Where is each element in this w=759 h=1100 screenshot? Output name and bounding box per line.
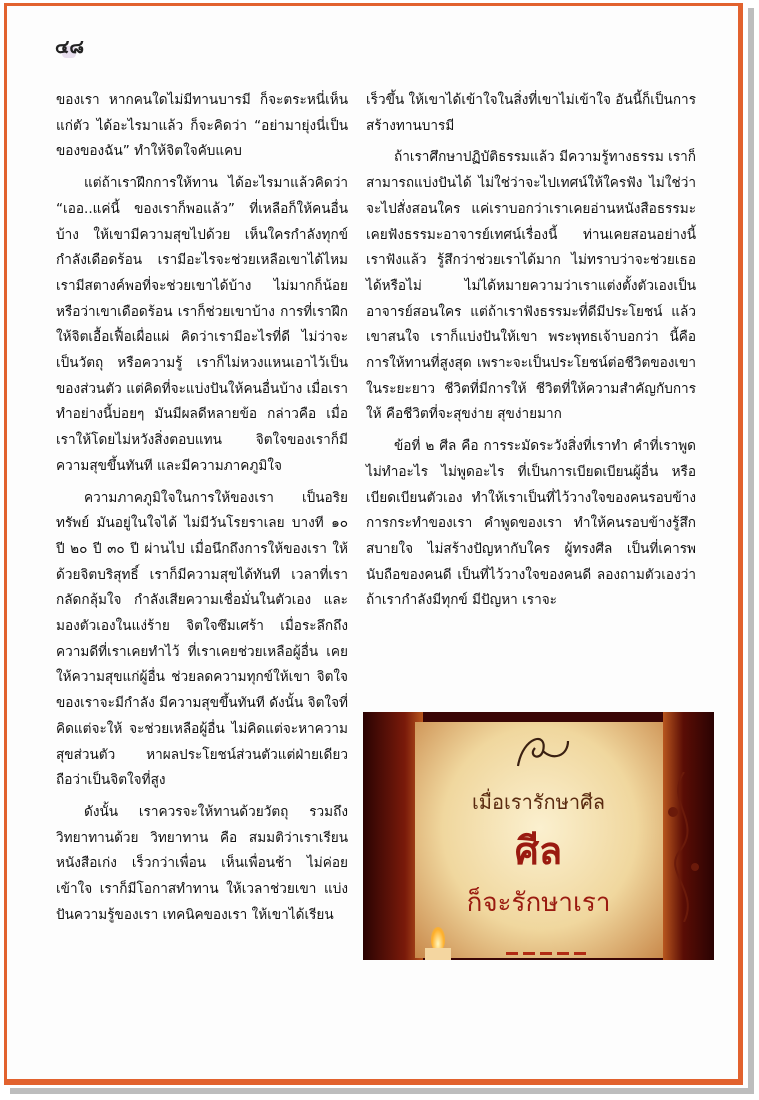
dash bbox=[523, 952, 535, 955]
paragraph: ถ้าเราศึกษาปฏิบัติธรรมแล้ว มีความรู้ทางธรรม เราก็สามารถแบ่งปันได้ ไม่ใช่ว่าจะไปเทศน์ให้ใครฟัง ไม่ใช่ว่าจะไปสั่งสอนใคร แค่เราบอกว่าเราเคยอ่านหนังสือธรรมะ เคยฟังธรรมะอาจารย์เทศน์เรื่องนี้ ท่านเคยสอนอย่างนี้ เราฟังแล้ว รู้สึกว่าช่วยเราได้มาก ไม่ทราบว่าจะช่วยเธอได้หรือไม่ ไม่ได้หมายความว่าเราแต่งตั้งตัวเองเป็นอาจารย์สอนใคร แต่ถ้าเราฟังธรรมะที่ดีมีประโยชน์ แล้วเขาสนใจ เราก็แบ่งปันให้เขา พระพุทธเจ้าบอกว่า นี้คือการให้ทานที่สูงสุด เพราะจะเป็นประโยชน์ต่อชีวิตของเขาในระยะยาว ชีวิตที่มีการให้ ชีวิตที่ให้ความสำคัญกับการให้ คือชีวิตที่จะสุขง่าย สุขง่ายมาก bbox=[366, 149, 696, 423]
paragraph: เร็วขึ้น ให้เขาได้เข้าใจในสิ่งที่เขาไม่เข้าใจ อันนี้ก็เป็นการสร้างทานบารมี bbox=[366, 92, 696, 134]
paragraph: ความภาคภูมิใจในการให้ของเรา เป็นอริยทรัพย์ มันอยู่ในใจได้ ไม่มีวันโรยราเลย บางที ๑๐ ปี ๒๐ ปี ๓๐ ปี ผ่านไป เมื่อนึกถึงการให้ของเรา ให้ด้วยจิตบริสุทธิ์ เราก็มีความสุขได้ทันที เวลาที่เรากลัดกลุ้มใจ กำลังเสียความเชื่อมั่นในตัวเอง และมองตัวเองในแง่ร้าย จิตใจซึมเศร้า เมื่อระลึกถึงความดีที่เราเคยทำไว้ ที่เราเคยช่วยเหลือผู้อื่น เคยให้ความสุขแก่ผู้อื่น ช่วยลดความทุกข์ให้เขา จิตใจของเราจะมีกำลัง มีความสุขขึ้นทันที ดังนั้น จิตใจที่คิดแต่จะให้ จะช่วยเหลือผู้อื่น ไม่คิดแต่จะหาความสุขส่วนตัว หาผลประโยชน์ส่วนตัวแต่ฝ่ายเดียว ถือว่าเป็นจิตใจที่สูง bbox=[56, 489, 348, 789]
page-shadow-bottom bbox=[10, 1088, 754, 1094]
dash bbox=[574, 952, 586, 955]
dash bbox=[540, 952, 552, 955]
page-shadow-right bbox=[748, 8, 754, 1094]
image-line-2: ศีล bbox=[514, 828, 563, 873]
dash bbox=[557, 952, 569, 955]
left-column bbox=[56, 88, 348, 929]
image-line-1: เมื่อเรารักษาศีล bbox=[471, 790, 606, 814]
paragraph: ดังนั้น เราควรจะให้ทานด้วยวัตถุ รวมถึงวิทยาทานด้วย วิทยาทาน คือ สมมติว่าเราเรียนหนังสือเก่ง เร็วกว่าเพื่อน เห็นเพื่อนช้า ไม่ค่อยเข้าใจ เราก็มีโอกาสทำทาน ให้เวลาช่วยเขา แบ่งปันความรู้ของเรา เทคนิคของเรา ให้เขาได้เรียน bbox=[56, 803, 348, 923]
flourish-ornament bbox=[513, 726, 573, 772]
image-line-3: ก็จะรักษาเรา bbox=[466, 888, 611, 918]
paragraph: แต่ถ้าเราฝึกการให้ทาน ได้อะไรมาแล้วคิดว่า “เออ..แค่นี้ ของเราก็พอแล้ว” ที่เหลือก็ให้คนอื่นบ้าง ให้เขามีความสุขไปด้วย เห็นใครกำลังทุกข์กำลังเดือดร้อน เรามีอะไรจะช่วยเหลือเขาได้ไหม เรามีสตางค์พอที่จะช่วยเขาได้บ้าง ไม่มากก็น้อย หรือว่าเขาเดือดร้อน เราก็ช่วยเขาบ้าง การที่เราฝึกให้จิตเอื้อเฟื้อเผื่อแผ่ คิดว่าเรามีอะไรที่ดี ไม่ว่าจะเป็นวัตถุ หรือความรู้ เราก็ไม่หวงแหนเอาไว้เป็นของส่วนตัว แต่คิดที่จะแบ่งปันให้คนอื่นบ้าง เมื่อเราทำอย่างนี้บ่อยๆ มันมีผลดีหลายข้อ กล่าวคือ เมื่อเราให้โดยไม่หวังสิ่งตอบแทน จิตใจของเราก็มีความสุขขึ้นทันที และมีความภาคภูมิใจ bbox=[56, 175, 348, 474]
right-column bbox=[366, 88, 696, 614]
dash bbox=[506, 952, 518, 955]
page-number: ๔๘ bbox=[55, 36, 85, 58]
paragraph: ของเรา หากคนใดไม่มีทานบารมี ก็จะตระหนี่เห็นแก่ตัว ได้อะไรมาแล้ว ก็จะคิดว่า “อย่ามายุ่งนี่เป็นของของฉัน” ทำให้จิตใจคับแคบ bbox=[56, 92, 348, 160]
paragraph: ข้อที่ ๒ ศีล คือ การระมัดระวังสิ่งที่เราทำ คำที่เราพูด ไม่ทำอะไร ไม่พูดอะไร ที่เป็นการเบียดเบียนผู้อื่น หรือเบียดเบียนตัวเอง ทำให้เราเป็นที่ไว้วางใจของคนรอบข้าง การกระทำของเรา คำพูดของเรา ทำให้คนรอบข้างรู้สึกสบายใจ ไม่สร้างปัญหากับใคร ผู้ทรงศีล เป็นที่เคารพนับถือของคนดี เป็นที่ไว้วางใจของคนดี ลองถามตัวเองว่า ถ้าเรากำลังมีทุกข์ มีปัญหา เราจะ bbox=[366, 438, 696, 609]
precepts-illustration bbox=[363, 712, 714, 960]
candle-icon bbox=[425, 948, 451, 960]
image-dashes bbox=[506, 940, 591, 959]
